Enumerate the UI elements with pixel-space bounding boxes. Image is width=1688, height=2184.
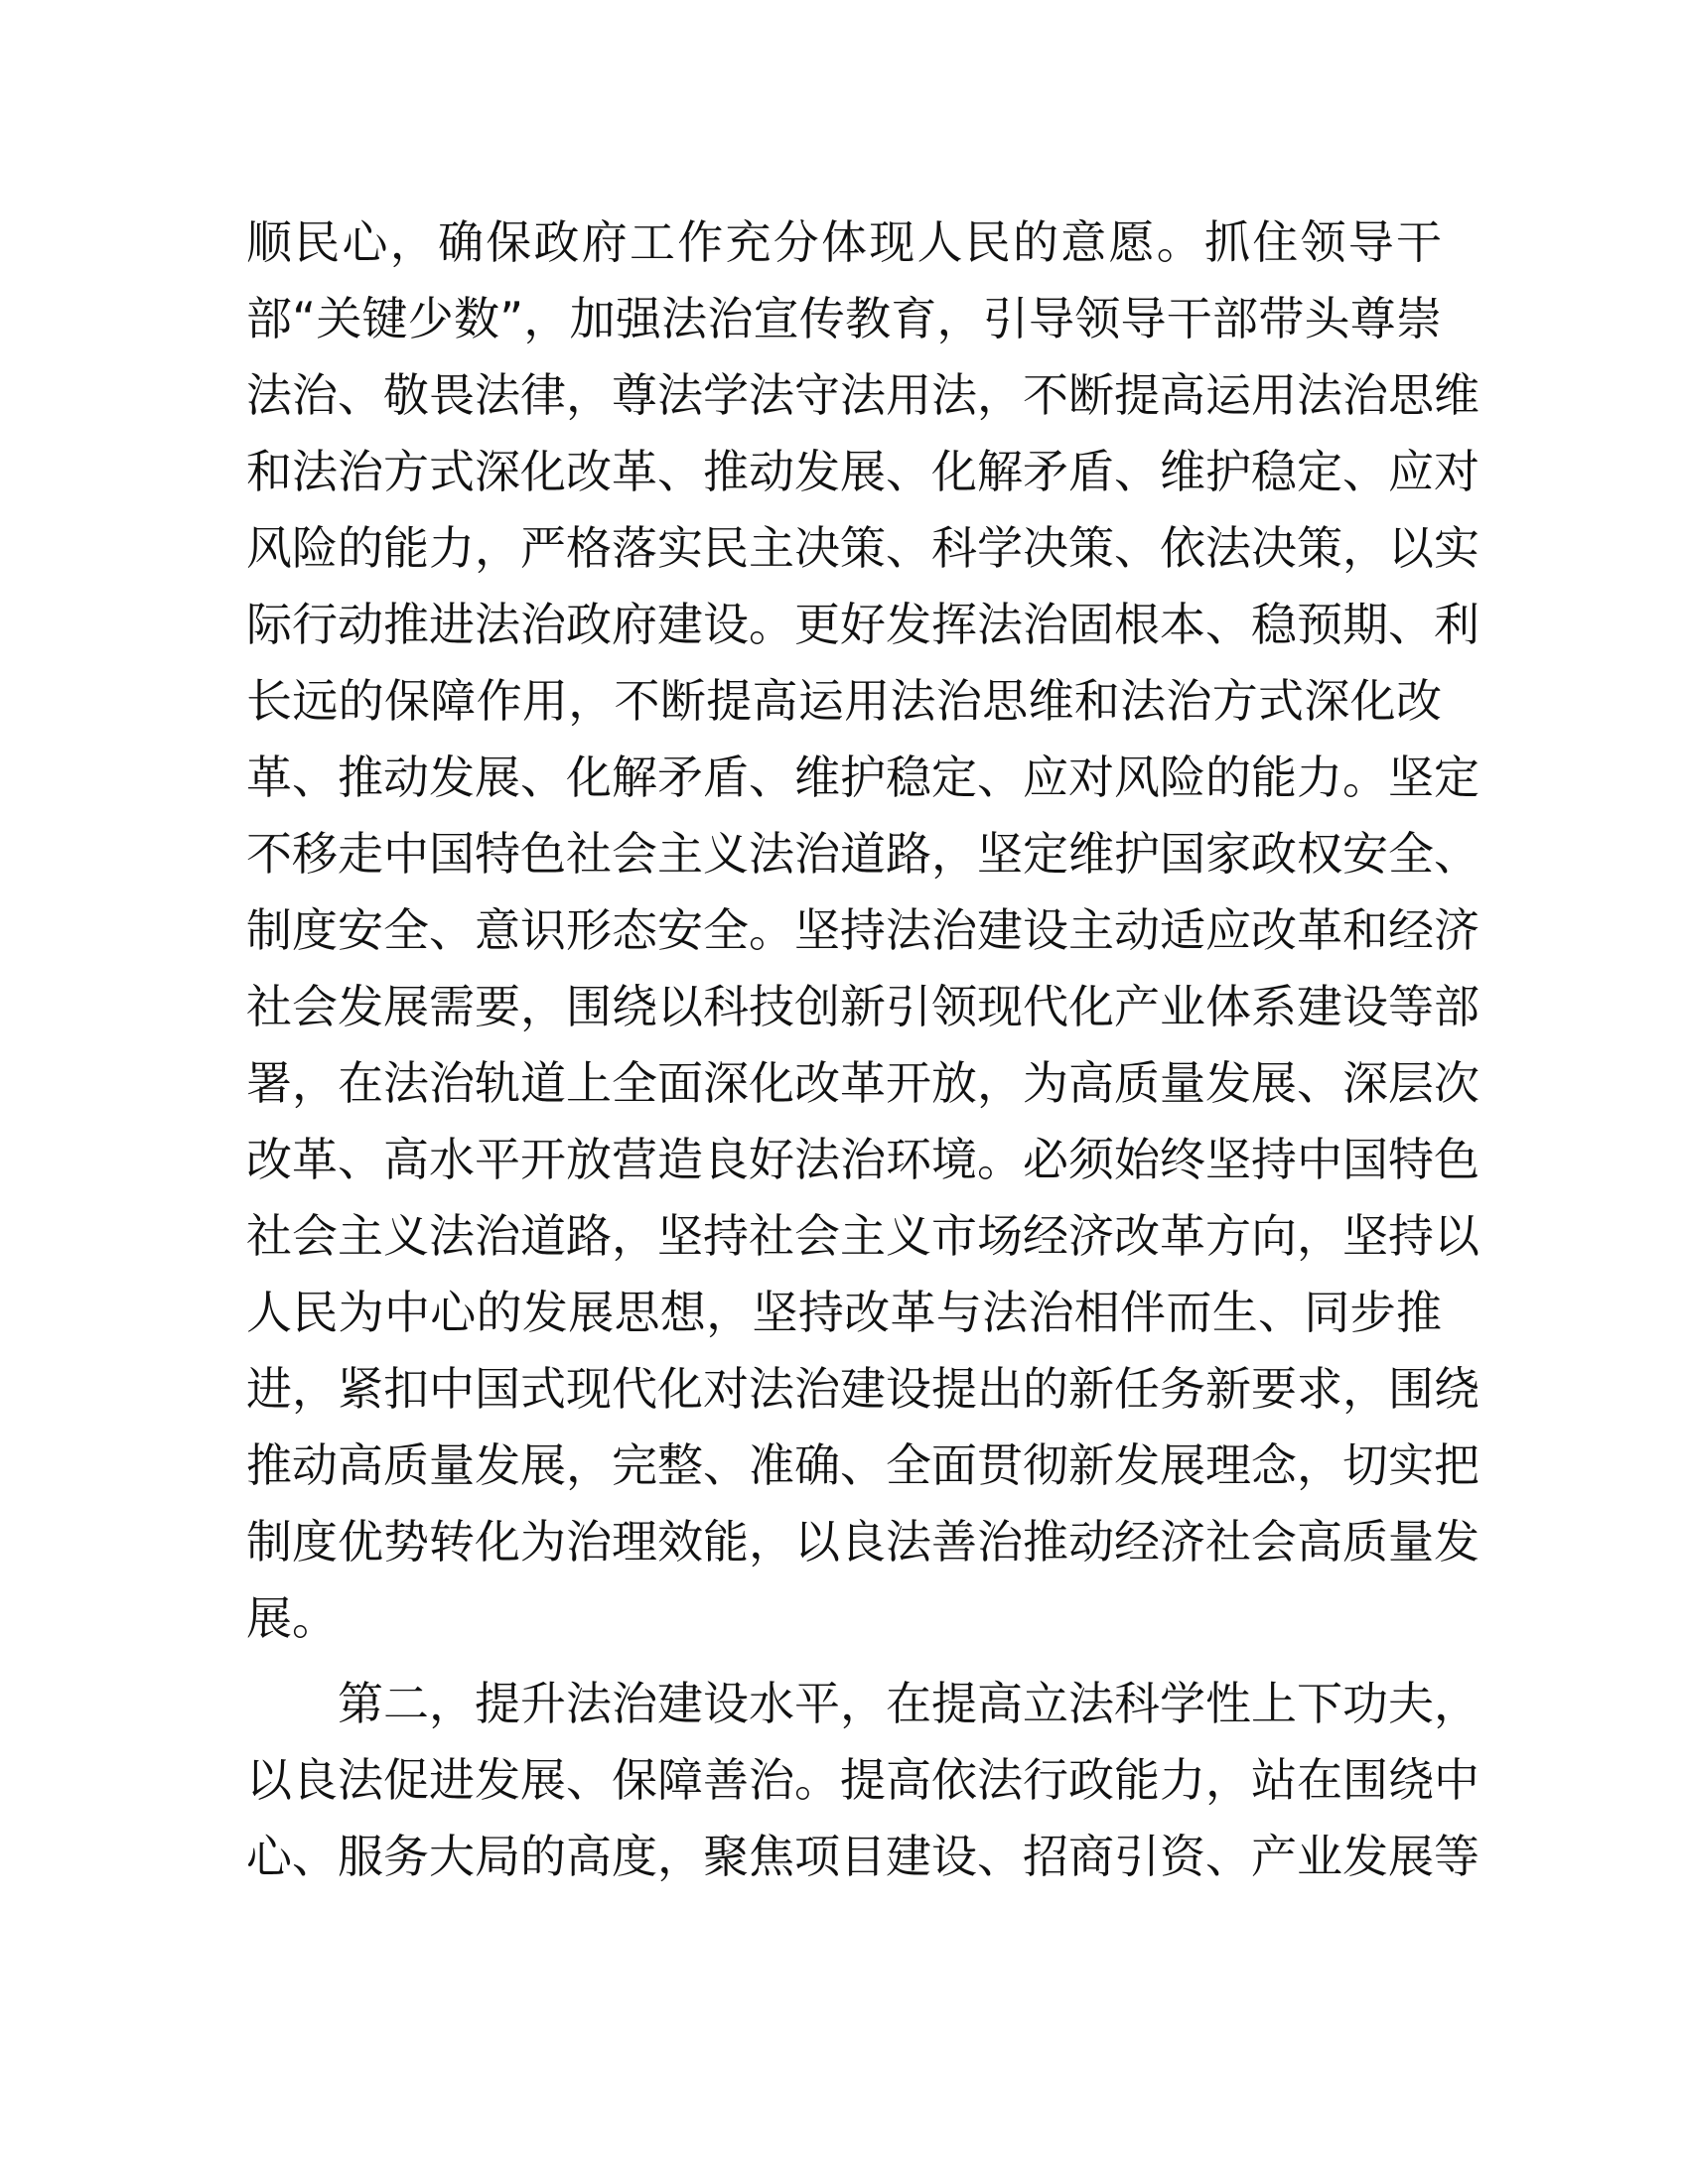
text-line: 不移走中国特色社会主义法治道路，坚定维护国家政权安全、 xyxy=(246,827,1479,881)
text-line: 革、推动发展、化解矛盾、维护稳定、应对风险的能力。坚定 xyxy=(246,751,1479,804)
text-line: 心、服务大局的高度，聚焦项目建设、招商引资、产业发展等 xyxy=(246,1830,1479,1883)
text-line: 顺民心，确保政府工作充分体现人民的意愿。抓住领导干 xyxy=(246,215,1442,269)
text-line: 长远的保障作用，不断提高运用法治思维和法治方式深化改 xyxy=(246,674,1442,728)
text-line: 推动高质量发展，完整、准确、全面贯彻新发展理念，切实把 xyxy=(246,1438,1479,1492)
text-line: 第二，提升法治建设水平，在提高立法科学性上下功夫， xyxy=(246,1677,1479,1730)
text-line: 制度安全、意识形态安全。坚持法治建设主动适应改革和经济 xyxy=(246,903,1479,957)
paragraph-1 xyxy=(246,205,1479,1657)
text-line: 改革、高水平开放营造良好法治环境。必须始终坚持中国特色 xyxy=(246,1133,1479,1186)
text-line: 际行动推进法治政府建设。更好发挥法治固根本、稳预期、利 xyxy=(246,598,1479,651)
text-line: 署，在法治轨道上全面深化改革开放，为高质量发展、深层次 xyxy=(246,1056,1479,1110)
text-line: 法治、敬畏法律，尊法学法守法用法，不断提高运用法治思维 xyxy=(246,368,1479,422)
text-line: 进，紧扣中国式现代化对法治建设提出的新任务新要求，围绕 xyxy=(246,1362,1479,1416)
text-line: 展。 xyxy=(246,1591,338,1645)
text-line: 人民为中心的发展思想，坚持改革与法治相伴而生、同步推 xyxy=(246,1286,1442,1339)
text-line: 和法治方式深化改革、推动发展、化解矛盾、维护稳定、应对 xyxy=(246,445,1479,498)
body-text xyxy=(246,205,1479,1895)
text-line: 社会发展需要，围绕以科技创新引领现代化产业体系建设等部 xyxy=(246,980,1479,1033)
text-line: 部“关键少数”，加强法治宣传教育，引导领导干部带头尊崇 xyxy=(246,292,1442,345)
paragraph-2 xyxy=(246,1666,1479,1895)
text-line: 制度优势转化为治理效能，以良法善治推动经济社会高质量发 xyxy=(246,1515,1479,1569)
text-line: 社会主义法治道路，坚持社会主义市场经济改革方向，坚持以 xyxy=(246,1209,1479,1263)
text-line: 风险的能力，严格落实民主决策、科学决策、依法决策，以实 xyxy=(246,521,1479,575)
text-line: 以良法促进发展、保障善治。提高依法行政能力，站在围绕中 xyxy=(246,1753,1479,1807)
